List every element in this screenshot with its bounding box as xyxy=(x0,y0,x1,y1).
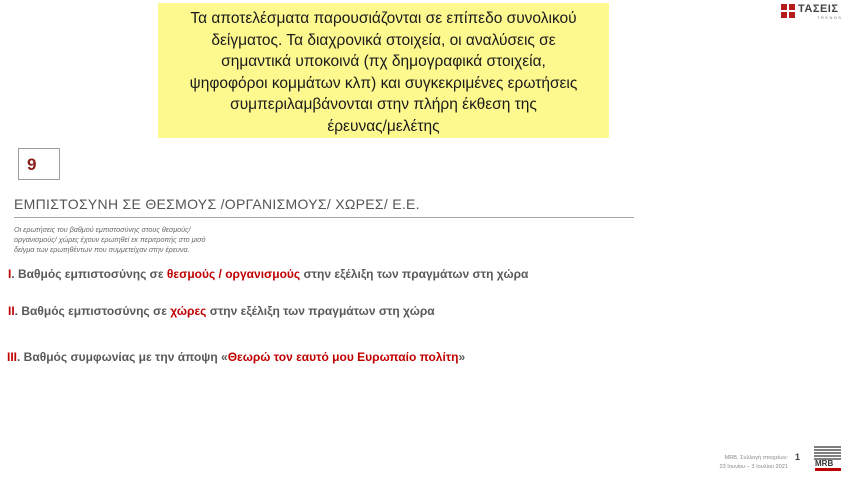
item-text: » xyxy=(458,350,466,364)
notice-line: δείγματος. Τα διαχρονικά στοιχεία, οι αναλύσεις σε xyxy=(211,31,556,49)
logo-name: ΤΑΣΕΙΣ xyxy=(798,3,839,15)
logo-grid-icon xyxy=(781,4,795,18)
taseis-trends-logo xyxy=(781,4,843,20)
item-numeral: II xyxy=(8,304,15,318)
logo-subtitle: TRENDS xyxy=(817,15,843,20)
item-highlight: θεσμούς / οργανισμούς xyxy=(166,267,301,281)
item-text: . Βαθμός εμπιστοσύνης σε xyxy=(14,304,171,318)
section-note xyxy=(14,225,264,255)
note-line: Οι ερωτήσεις του βαθμού εμπιστοσύνης στους θεσμούς/ xyxy=(14,225,191,234)
item-text: στην εξέλιξη των πραγμάτων στη χώρα xyxy=(206,304,435,318)
item-numeral: III xyxy=(7,350,18,364)
note-line: οργανισμούς/ χώρες έχουν ερωτηθεί εκ περιτροπής στο μισό xyxy=(14,235,206,244)
logo-bars-icon xyxy=(814,446,841,460)
notice-line: σημαντικά υποκοινά (πχ δημογραφικά στοιχεία, xyxy=(221,53,546,70)
mrb-logo xyxy=(814,446,841,472)
item-trust-institutions[interactable] xyxy=(8,267,528,281)
page-number: 1 xyxy=(795,452,801,462)
heading-divider xyxy=(14,217,634,218)
notice-line: ψηφοφόροι κομμάτων κλπ) και συγκεκριμένες ερωτήσεις xyxy=(189,74,578,92)
notice-line: συμπεριλαμβάνονται στην πλήρη έκθεση της xyxy=(230,96,537,113)
section-number: 9 xyxy=(18,148,60,180)
notice-line: έρευνας/μελέτης xyxy=(327,117,440,135)
item-highlight: Θεωρώ τον εαυτό μου Ευρωπαίο πολίτη xyxy=(227,350,459,364)
item-highlight: χώρες xyxy=(170,304,207,318)
footer-line: MRB, Συλλογή στοιχείων: xyxy=(724,455,788,461)
logo-underline xyxy=(815,468,841,471)
item-text: στην εξέλιξη των πραγμάτων στη χώρα xyxy=(300,267,529,281)
note-line: δείγμα των ερωτηθέντων που συμμετείχαν στην έρευνα. xyxy=(14,245,190,254)
item-numeral: I xyxy=(8,267,12,281)
notice-line: Τα αποτελέσματα παρουσιάζονται σε επίπεδο συνολικού xyxy=(190,10,577,27)
sampling-notice xyxy=(158,3,609,138)
item-text: . Βαθμός εμπιστοσύνης σε xyxy=(11,267,167,281)
item-text: . Βαθμός συμφωνίας με την άποψη « xyxy=(17,350,228,364)
item-trust-countries[interactable] xyxy=(8,304,435,318)
footer-source xyxy=(719,454,788,472)
footer-line: 23 Ιουνίου – 3 Ιουλίου 2021 xyxy=(719,464,788,470)
item-european-citizen[interactable] xyxy=(7,350,465,364)
section-title: ΕΜΠΙΣΤΟΣΥΝΗ ΣΕ ΘΕΣΜΟΥΣ /ΟΡΓΑΝΙΣΜΟΥΣ/ ΧΩΡΕΣ/ Ε.Ε. xyxy=(14,196,420,212)
logo-name: MRB xyxy=(815,459,834,468)
